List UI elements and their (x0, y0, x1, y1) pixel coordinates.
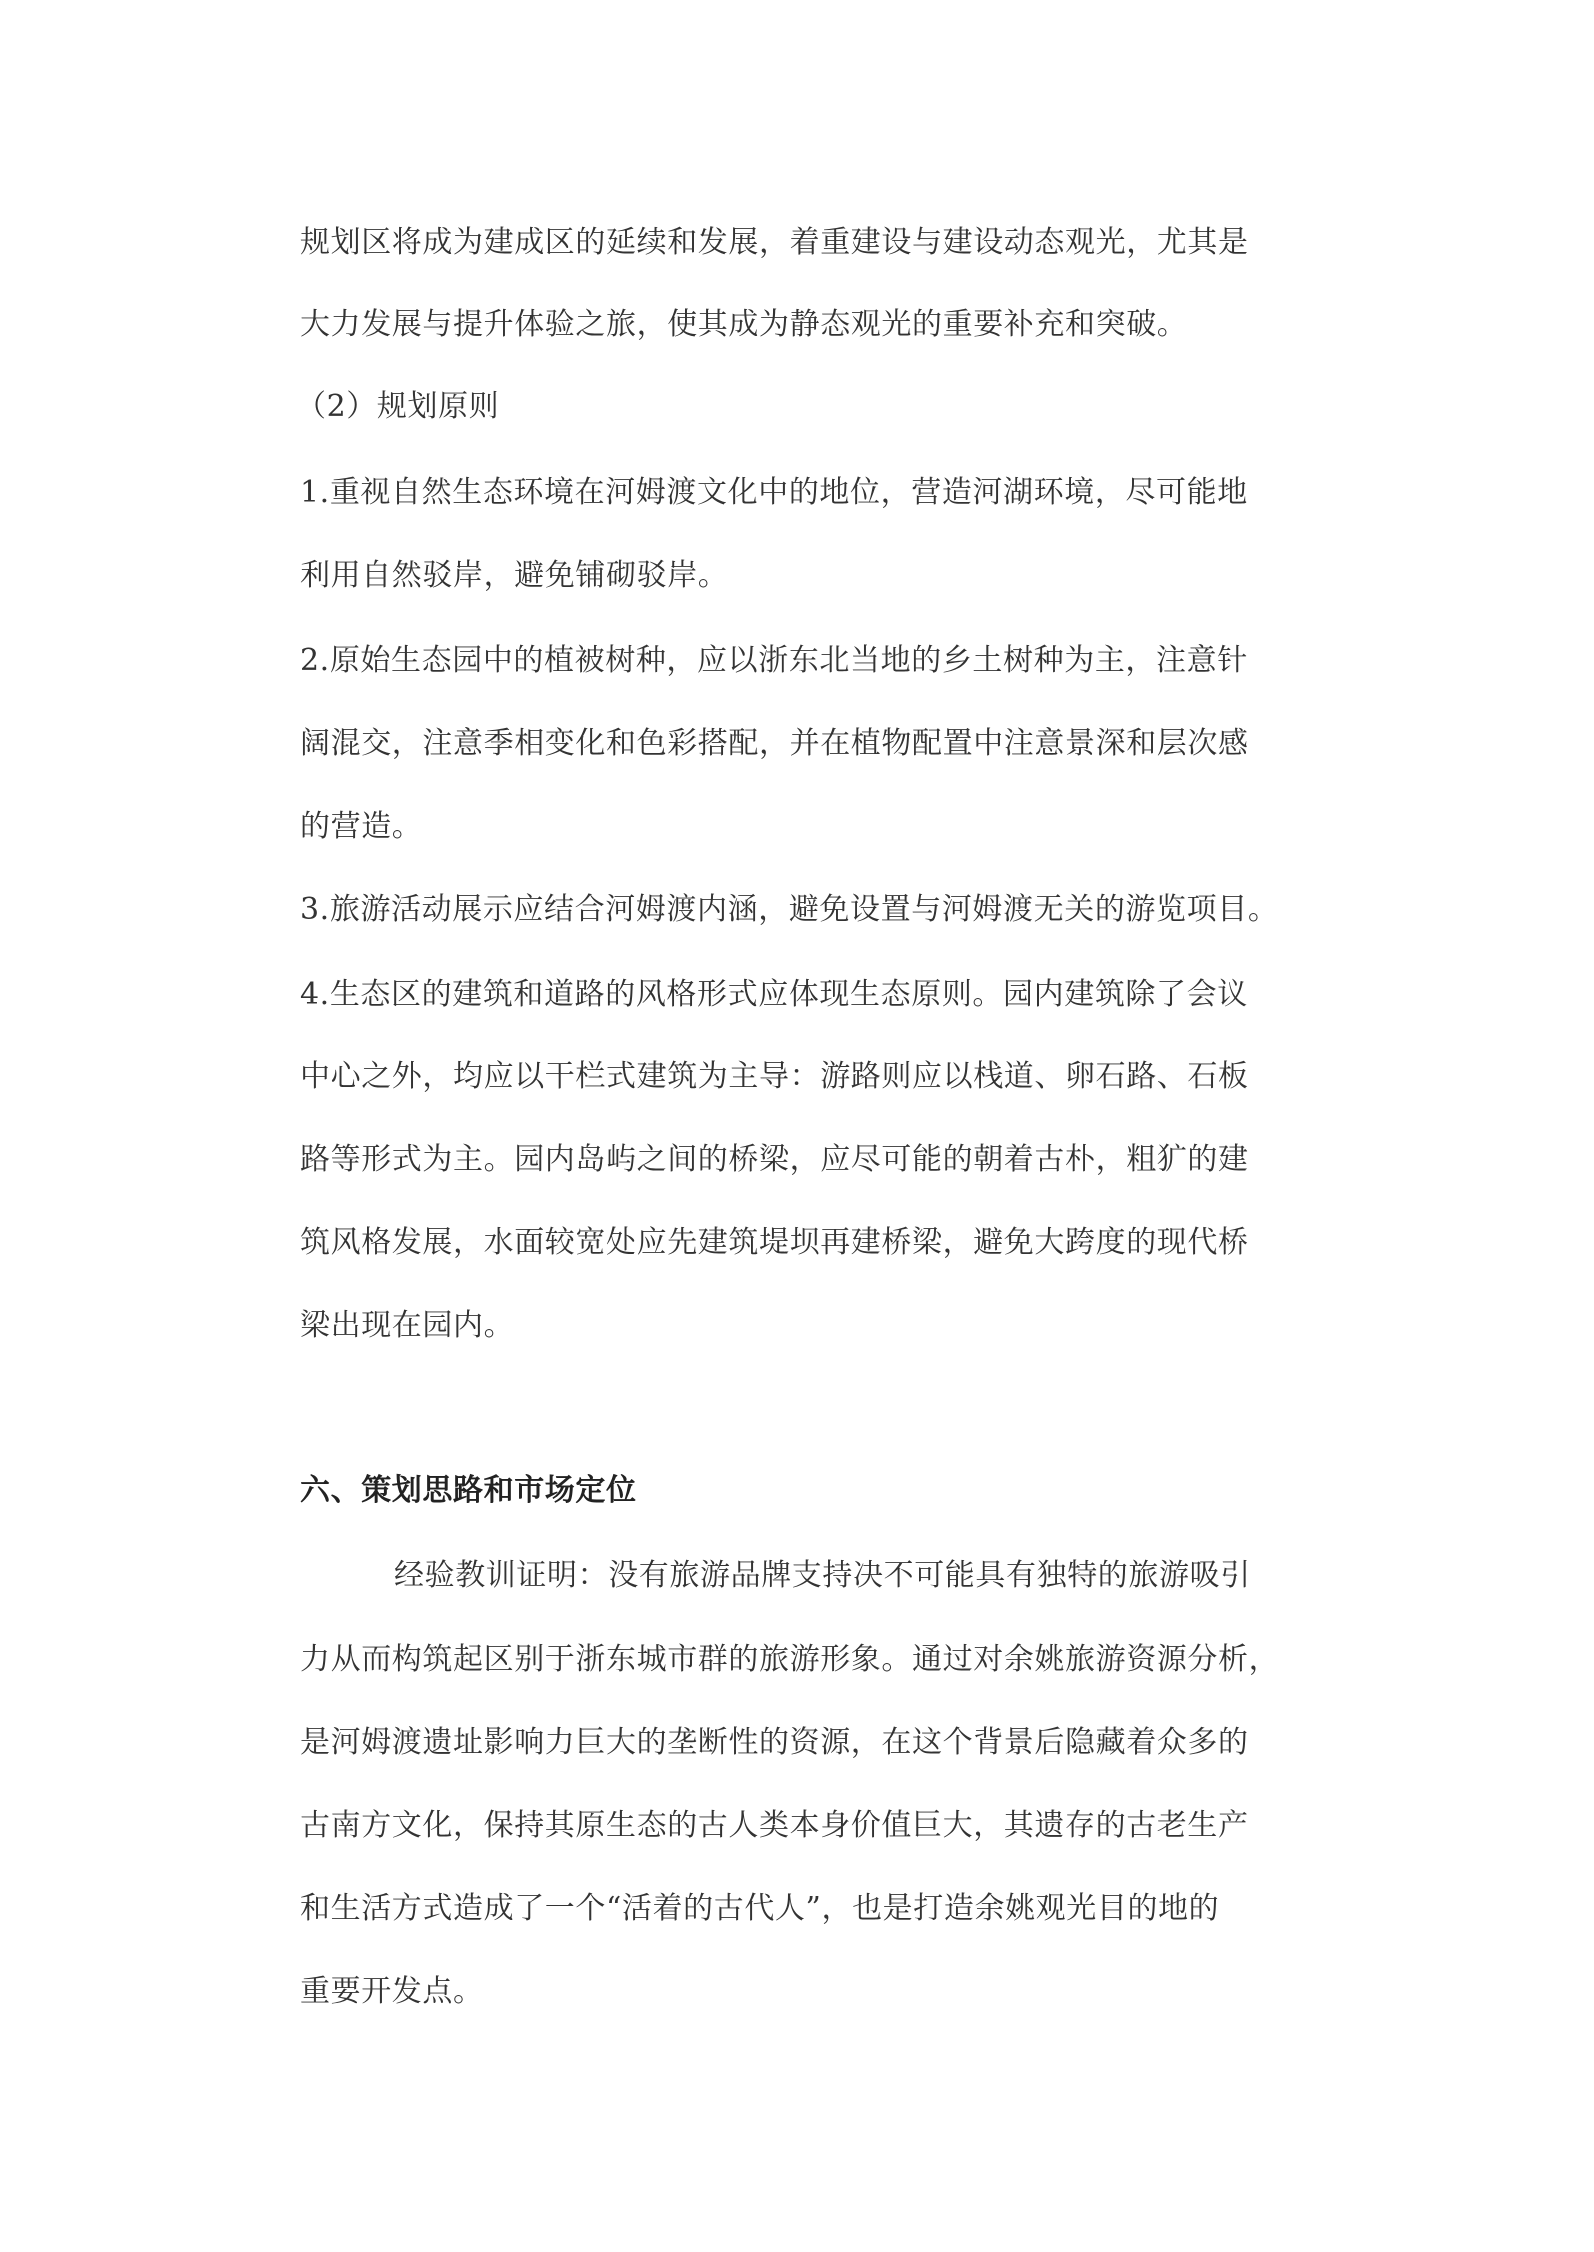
paragraph-line: 和生活方式造成了一个“活着的古代人”，也是打造余姚观光目的地的 (300, 1891, 1220, 1926)
paragraph-line: 是河姆渡遗址影响力巨大的垄断性的资源，在这个背景后隐藏着众多的 (300, 1725, 1249, 1760)
principle-2-line: 2.原始生态园中的植被树种，应以浙东北当地的乡土树种为主，注意针 (300, 643, 1248, 678)
principle-1-line: 1.重视自然生态环境在河姆渡文化中的地位，营造河湖环境，尽可能地 (300, 475, 1248, 510)
principle-4-line: 中心之外，均应以干栏式建筑为主导：游路则应以栈道、卵石路、石板 (300, 1059, 1249, 1094)
principle-4-line: 路等形式为主。园内岛屿之间的桥梁，应尽可能的朝着古朴，粗犷的建 (300, 1142, 1249, 1177)
principle-3-line: 3.旅游活动展示应结合河姆渡内涵，避免设置与河姆渡无关的游览项目。 (300, 892, 1279, 927)
principle-4-line: 4.生态区的建筑和道路的风格形式应体现生态原则。园内建筑除了会议 (300, 977, 1248, 1012)
principle-4-line: 筑风格发展，水面较宽处应先建筑堤坝再建桥梁，避免大跨度的现代桥 (300, 1225, 1249, 1260)
paragraph-line: 大力发展与提升体验之旅，使其成为静态观光的重要补充和突破。 (300, 307, 1188, 342)
paragraph-line: 力从而构筑起区别于浙东城市群的旅游形象。通过对余姚旅游资源分析， (300, 1642, 1280, 1677)
paragraph-line: 经验教训证明：没有旅游品牌支持决不可能具有独特的旅游吸引 (394, 1558, 1251, 1593)
subheading: （2）规划原则 (296, 389, 500, 424)
principle-4-line: 梁出现在园内。 (300, 1308, 515, 1343)
principle-1-line: 利用自然驳岸，避免铺砌驳岸。 (300, 558, 729, 593)
section-heading: 六、策划思路和市场定位 (300, 1473, 637, 1508)
principle-2-line: 阔混交，注意季相变化和色彩搭配，并在植物配置中注意景深和层次感 (300, 726, 1249, 761)
paragraph-line: 规划区将成为建成区的延续和发展，着重建设与建设动态观光，尤其是 (300, 225, 1249, 260)
paragraph-line: 古南方文化，保持其原生态的古人类本身价值巨大，其遗存的古老生产 (300, 1808, 1249, 1843)
principle-2-line: 的营造。 (300, 809, 423, 844)
paragraph-line: 重要开发点。 (300, 1974, 484, 2009)
